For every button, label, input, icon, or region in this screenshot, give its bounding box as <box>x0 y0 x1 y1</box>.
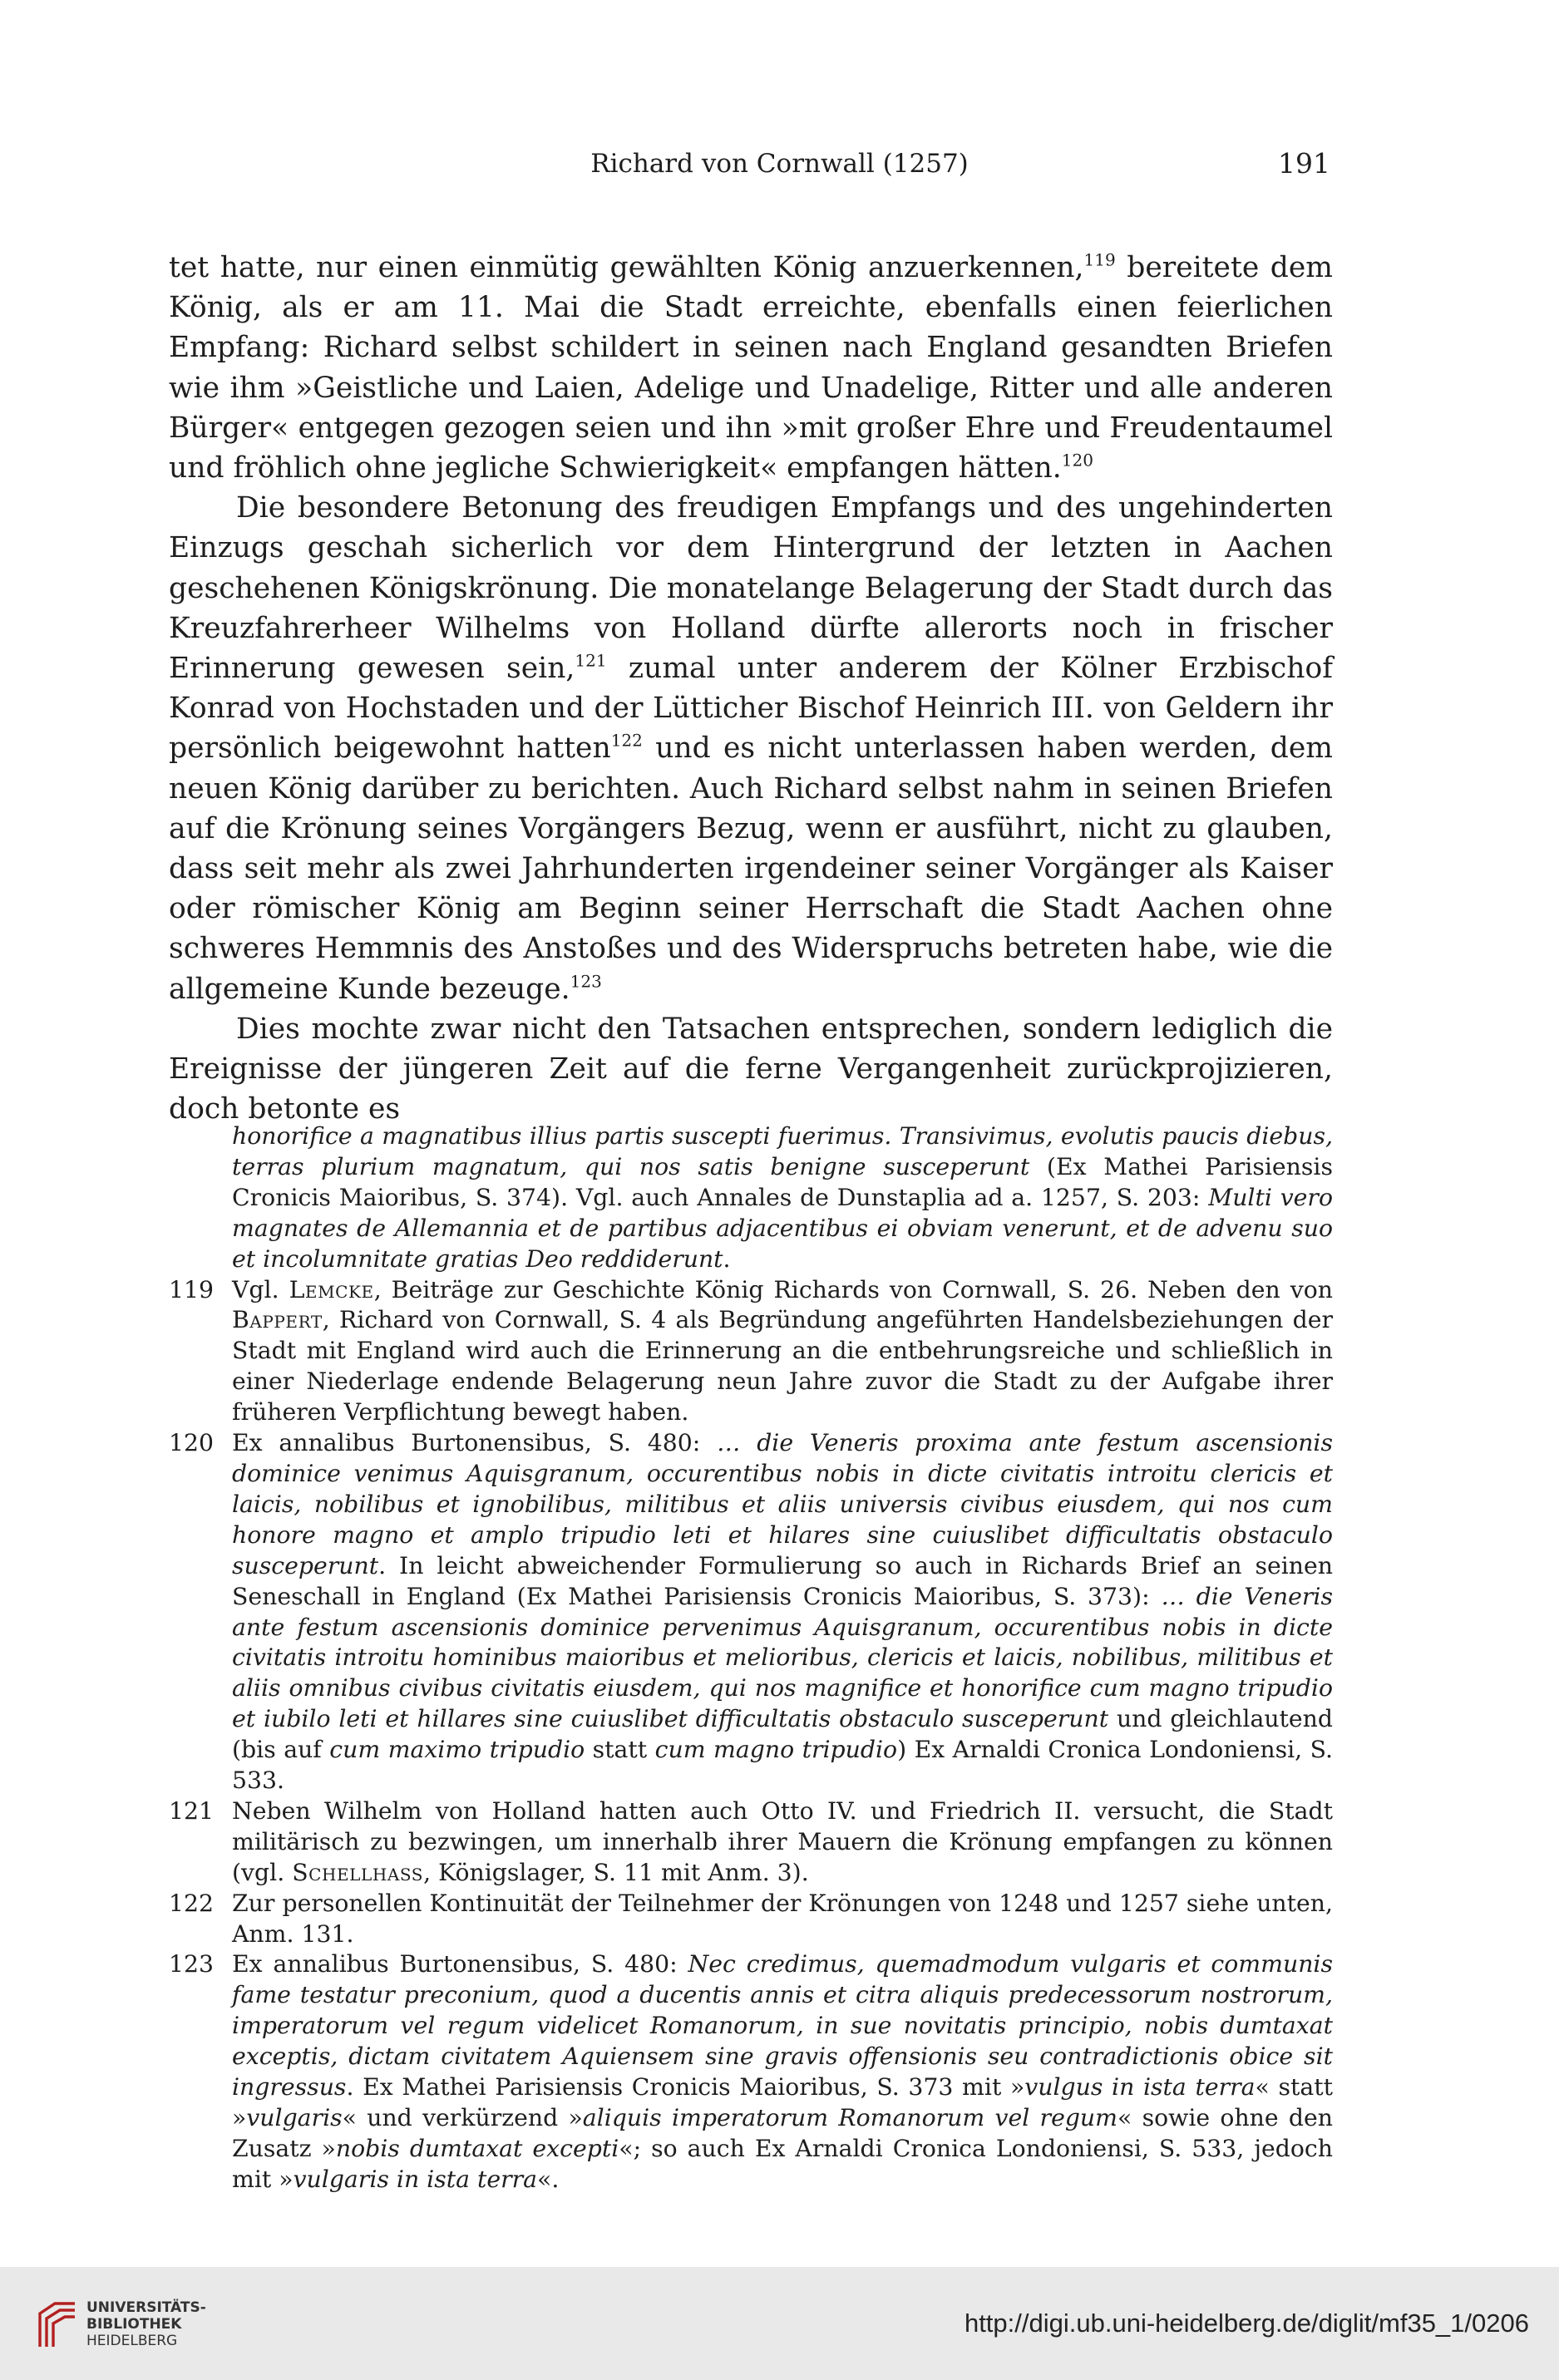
footnote-number: 121 <box>169 1796 215 1825</box>
footnote-123: 123 Ex annalibus Burtonensibus, S. 480: Nec credimus, quemadmodum vulgaris et communis fame testatur preconium, quod a ducentis annis et citra aliquis predecessorum nostrorum, imperatorum vel regum videlicet Romanorum, in sue novitatis principio, nobis dumtaxat exceptis, dictam civitatem Aquiensem sine gravis offensionis seu contradictionis obice sit ingressus. Ex Mathei Parisiensis Cronicis Maioribus, S. 373 mit »vulgus in ista terra« statt »vulgaris« und verkürzend »aliquis imperatorum Romanorum vel regum« sowie ohne den Zusatz »nobis dumtaxat excepti«; so auch Ex Arnaldi Cronica Londoniensi, S. 533, jedoch mit »vulgaris in ista terra«. <box>169 1950 1334 2193</box>
paragraph: tet hatte, nur einen einmütig gewählten König anzuerkennen,$^{119}$ bereitete dem König, als er am 11. Mai die Stadt erreichte, ebenfalls einen feierlichen Empfang: Richard selbst schildert in seinen nach England gesandten Briefen wie ihm »Geistliche und Laien, Adelige und Unadelige, Ritter und alle anderen Bürger« entgegen gezogen seien und ihn »mit großer Ehre und Freudentaumel und fröhlich ohne jegliche Schwierigkeit« empfangen hätten.$^{120}$ <box>169 249 1334 485</box>
footnote-continuation: honorifice a magnatibus illius partis suscepti fuerimus. Transivimus, evolutis paucis diebus, terras plurium magnatum, qui nos satis benigne susceperunt (Ex Mathei Parisiensis Cronicis Maioribus, S. 374). Vgl. auch Annales de Dunstaplia ad a. 1257, S. 203: Multi vero magnates de Allemannia et de partibus adjacentibus ei obviam venerunt, et de advenu suo et incolumnitate gratias Deo reddiderunt. <box>232 1122 1333 1273</box>
footnote-ref[interactable]: 121 <box>575 650 607 671</box>
paragraph: Die besondere Betonung des freudigen Empfangs und des ungehinderten Einzugs geschah sicherlich vor dem Hintergrund der letzten in Aachen geschehenen Königskrönung. Die monatelange Belagerung der Stadt durch das Kreuzfahrerheer Wilhelms von Holland dürfte allerorts noch in frischer Erinnerung gewesen sein,$^{121}$ zumal unter anderem der Kölner Erzbischof Konrad von Hochstaden und der Lütticher Bischof Heinrich III. von Geldern ihr persönlich beigewohnt hatten$^{122}$ und es nicht unterlassen haben werden, dem neuen König darüber zu berichten. Auch Richard selbst nahm in seinen Briefen auf die Krönung seines Vorgängers Bezug, wenn er ausführt, nicht zu glauben, dass seit mehr als zwei Jahrhunderten irgendeiner seiner Vorgänger als Kaiser oder römischer König am Beginn seiner Herrschaft die Stadt Aachen ohne schweres Hemmnis des Anstoßes und des Widerspruchs betreten habe, wie die allgemeine Kunde bezeuge.$^{123}$ <box>169 491 1334 1006</box>
library-logo-icon <box>37 2299 78 2350</box>
library-name: UNIVERSITÄTS- BIBLIOTHEK HEIDELBERG <box>86 2299 206 2349</box>
footnote-number: 120 <box>169 1429 215 1457</box>
page-number: 191 <box>1278 147 1330 180</box>
footnote-121: 121 Neben Wilhelm von Holland hatten auch Otto IV. und Friedrich II. versucht, die Stadt militärisch zu bezwingen, um innerhalb ihrer Mauern die Krönung empfangen zu können (vgl. Schellhass, Königslager, S. 11 mit Anm. 3). <box>169 1796 1333 1886</box>
footnote-ref[interactable]: 120 <box>1061 450 1093 471</box>
footnote-number: 119 <box>169 1275 215 1303</box>
footnote-ref[interactable]: 123 <box>570 971 602 992</box>
running-head-title: Richard von Cornwall (1257) <box>590 149 969 179</box>
digitization-footer <box>0 2267 1559 2380</box>
footnote-122: 122 Zur personellen Kontinuität der Teilnehmer der Krönungen von 1248 und 1257 siehe unten, Anm. 131. <box>169 1889 1333 1948</box>
footnote-120: 120 Ex annalibus Burtonensibus, S. 480: … die Veneris proxima ante festum ascensionis dominice venimus Aquisgranum, occurentibus nobis in dicte civitatis introitu clericis et laicis, nobilibus et ignobilibus, militibus et aliis universis civibus eiusdem, qui nos cum honore magno et amplo tripudio leti et hilares sine cuiuslibet difficultatis obstaculo susceperunt. In leicht abweichender Formulierung so auch in Richards Brief an seinen Seneschall in England (Ex Mathei Parisiensis Cronicis Maioribus, S. 373): … die Veneris ante festum ascensionis dominice pervenimus Aquisgranum, occurentibus nobis in dicte civitatis introitu hominibus maioribus et melioribus, clericis et laicis, nobilibus, militibus et aliis omnibus civibus civitatis eiusdem, qui nos magnifice et honorifice cum magno tripudio et iubilo leti et hillares sine cuiuslibet difficultatis obstaculo susceperunt und gleichlautend (bis auf cum maximo tripudio statt cum magno tripudio) Ex Arnaldi Cronica Londoniensi, S. 533. <box>169 1429 1334 1795</box>
footnotes <box>169 1121 1333 2195</box>
footnote-number: 123 <box>169 1950 215 1978</box>
footnote-ref[interactable]: 122 <box>610 730 643 751</box>
footnote-ref[interactable]: 119 <box>1083 249 1116 270</box>
main-text <box>169 248 1333 1129</box>
permalink-url[interactable]: http://digi.ub.uni-heidelberg.de/diglit/mf35_1/0206 <box>964 2309 1529 2338</box>
footnote-number: 122 <box>169 1889 215 1917</box>
footnote-119: 119 Vgl. Lemcke, Beiträge zur Geschichte König Richards von Cornwall, S. 26. Neben den von Bappert, Richard von Cornwall, S. 4 als Begründung angeführten Handelsbeziehungen der Stadt mit England wird auch die Erinnerung an die entbehrungsreiche und schließlich in einer Niederlage endende Belagerung neun Jahre zuvor die Stadt zu der Aufgabe ihrer früheren Verpflichtung bewegt haben. <box>169 1275 1333 1427</box>
running-head <box>0 143 1559 185</box>
paragraph: Dies mochte zwar nicht den Tatsachen entsprechen, sondern lediglich die Ereignisse der jüngeren Zeit auf die ferne Vergangenheit zurückprojizieren, doch betonte es <box>169 1012 1333 1126</box>
